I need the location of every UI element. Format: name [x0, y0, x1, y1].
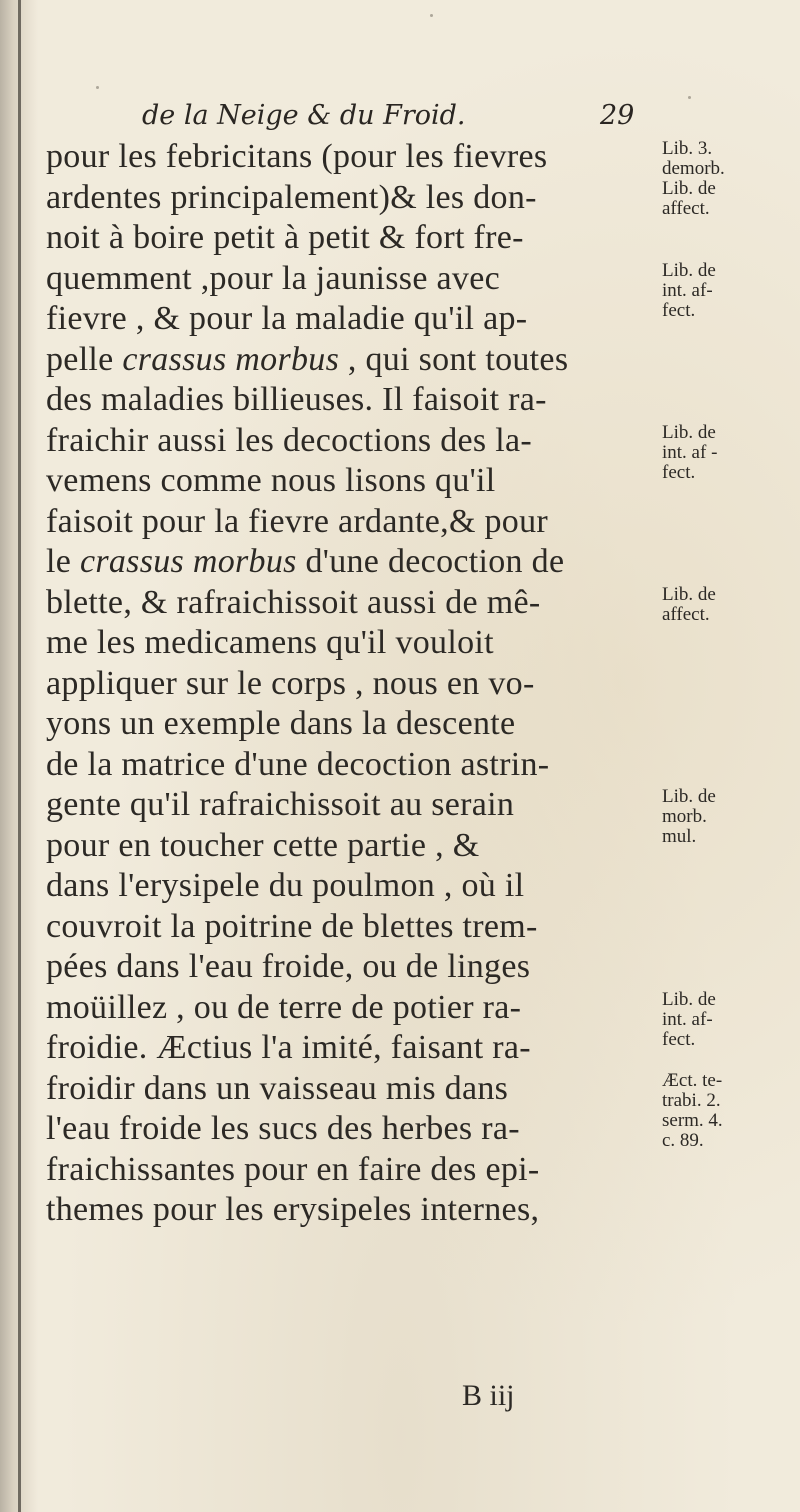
paper-speck — [96, 86, 99, 89]
text-segment: fraichir aussi les decoctions des la- — [46, 421, 532, 459]
margin-note-line: int. af - — [662, 441, 718, 463]
text-segment: appliquer sur le corps , nous en vo- — [46, 664, 535, 702]
margin-note-line: Lib. de — [662, 583, 716, 605]
margin-note-line: Æct. te- — [662, 1069, 723, 1091]
text-segment: de la matrice d'une decoction astrin- — [46, 745, 550, 783]
text-segment: gente qu'il rafraichissoit au serain — [46, 786, 515, 823]
margin-note-line: serm. 4. — [662, 1109, 723, 1131]
margin-note — [662, 1071, 723, 1151]
text-segment: faisoit pour la fievre ardante,& pour — [46, 502, 549, 540]
text-line — [46, 664, 656, 705]
margin-note — [662, 139, 725, 219]
margin-note — [662, 261, 716, 321]
paper-speck — [688, 96, 691, 99]
text-segment: dans l'erysipele du poulmon , où il — [46, 867, 525, 904]
text-line — [46, 137, 656, 178]
text-segment: d'une decoction de — [296, 543, 565, 580]
margin-note-line: c. 89. — [662, 1129, 704, 1151]
text-line — [46, 907, 656, 948]
italic-term: crassus morbus — [122, 340, 340, 378]
text-line — [46, 704, 656, 745]
text-segment: yons un exemple dans la descente — [46, 705, 516, 742]
text-line — [46, 542, 656, 583]
text-line — [46, 826, 656, 867]
text-line — [46, 259, 656, 300]
margin-note — [662, 990, 716, 1050]
text-line — [46, 947, 656, 988]
text-segment: pelle — [46, 340, 123, 378]
margin-note-line: fect. — [662, 299, 696, 321]
margin-note-line: Lib. de — [662, 786, 716, 807]
margin-note-line: int. af- — [662, 279, 713, 301]
body-text — [46, 137, 656, 1231]
text-line — [46, 380, 656, 421]
text-line — [46, 1190, 656, 1231]
margin-note-line: demorb. — [662, 158, 725, 179]
text-line — [46, 988, 656, 1029]
margin-note-line: fect. — [662, 1028, 696, 1050]
text-segment: fraichissantes pour en faire des epi- — [46, 1150, 540, 1188]
text-line — [46, 299, 656, 340]
margin-note-line: morb. — [662, 806, 707, 827]
text-segment: moüillez , ou de terre de potier ra- — [46, 988, 522, 1026]
text-line — [46, 1069, 656, 1110]
text-line — [46, 1028, 656, 1069]
text-segment: pour les febricitans (pour les fievres — [46, 138, 548, 175]
margin-note — [662, 585, 716, 625]
margin-note — [662, 423, 717, 483]
text-line — [46, 785, 656, 826]
page-number: 29 — [600, 100, 635, 131]
margin-note-line: Lib. 3. — [662, 138, 713, 159]
text-segment: blette, & rafraichissoit aussi de mê- — [46, 583, 541, 621]
text-segment: pour en toucher cette partie , & — [46, 826, 480, 864]
margin-note — [662, 787, 716, 847]
text-line — [46, 218, 656, 259]
text-segment: froidie. Æctius l'a imité, faisant ra- — [46, 1029, 531, 1066]
text-segment: ardentes principalement)& les don- — [46, 178, 537, 216]
signature-mark: B iij — [462, 1379, 515, 1412]
margin-note-line: Lib. de — [662, 259, 716, 281]
margin-note-line: fect. — [662, 461, 696, 483]
text-line — [46, 340, 656, 381]
text-line — [46, 745, 656, 786]
margin-note-line: affect. — [662, 603, 710, 625]
text-line — [46, 1109, 656, 1150]
text-segment: le — [46, 543, 80, 580]
text-line — [46, 583, 656, 624]
text-segment: noit à boire petit à petit & fort fre- — [46, 219, 524, 256]
text-line — [46, 502, 656, 543]
paper-speck — [430, 14, 433, 17]
running-title: de la Neige & du Froid. — [142, 100, 466, 131]
text-segment: quemment ,pour la jaunisse avec — [46, 259, 500, 297]
margin-note-line: int. af- — [662, 1008, 713, 1030]
text-line — [46, 1150, 656, 1191]
margin-note-line: affect. — [662, 198, 710, 219]
margin-note-line: Lib. de — [662, 178, 716, 199]
text-segment: themes pour les erysipeles internes, — [46, 1191, 540, 1228]
margin-note-line: Lib. de — [662, 421, 716, 443]
text-segment: couvroit la poitrine de blettes trem- — [46, 907, 538, 945]
running-header — [120, 96, 680, 140]
margin-note-line: Lib. de — [662, 988, 716, 1010]
text-segment: fievre , & pour la maladie qu'il ap- — [46, 300, 528, 337]
text-segment: me les medicamens qu'il vouloit — [46, 624, 494, 661]
text-segment: l'eau froide les sucs des herbes ra- — [46, 1110, 520, 1147]
text-segment: pées dans l'eau froide, ou de linges — [46, 948, 531, 985]
text-segment: , qui sont toutes — [339, 340, 569, 378]
text-line — [46, 461, 656, 502]
text-line — [46, 178, 656, 219]
margin-note-line: trabi. 2. — [662, 1089, 721, 1111]
text-segment: des maladies billieuses. Il faisoit ra- — [46, 381, 547, 418]
italic-term: crassus morbus — [79, 543, 297, 580]
text-line — [46, 866, 656, 907]
text-segment: vemens comme nous lisons qu'il — [46, 462, 496, 499]
margin-note-line: mul. — [662, 826, 697, 847]
text-line — [46, 623, 656, 664]
gutter-binding-line — [18, 0, 21, 1512]
text-line — [46, 421, 656, 462]
text-segment: froidir dans un vaisseau mis dans — [46, 1069, 509, 1107]
